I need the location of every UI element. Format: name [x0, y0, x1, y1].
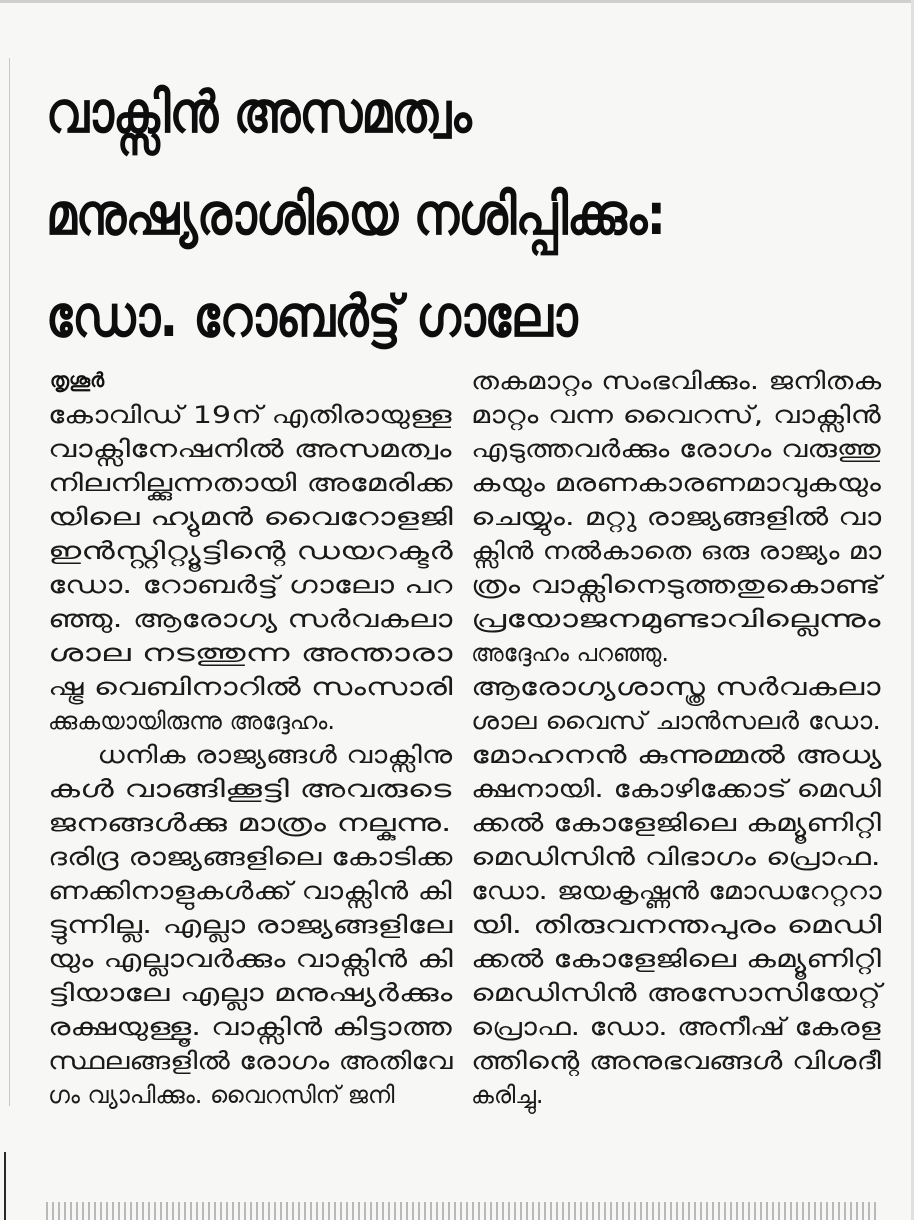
- left-edge-mark: [4, 1152, 6, 1220]
- body-line: ത്രം വാക്സിനെടുത്തതുകൊണ്ട്: [471, 571, 881, 599]
- body-line: മെഡിസിൻ വിഭാഗം പ്രൊഫ.: [471, 843, 881, 871]
- body-line: മെഡിസിൻ അസോസിയേറ്റ്: [471, 979, 881, 1007]
- headline-line: വാക്സിൻ അസമത്വം: [46, 80, 471, 146]
- body-line: വാക്സിനേഷനിൽ അസമത്വം: [48, 435, 452, 463]
- body-line: കൾ വാങ്ങിക്കൂട്ടി അവരുടെ: [48, 775, 452, 803]
- body-line: ആരോഗ്യശാസ്ത്ര സർവകലാ: [471, 673, 881, 701]
- body-line: മാറ്റം വന്ന വൈറസ്, വാക്സിൻ: [471, 401, 881, 429]
- article-column-2: [471, 364, 881, 1112]
- body-line: നിലനില്ക്കുന്നതായി അമേരിക്ക: [48, 469, 453, 497]
- body-line: തകമാറ്റം സംഭവിക്കും. ജനിതക: [471, 367, 882, 395]
- body-line: ദരിദ്ര രാജ്യങ്ങളിലെ കോടിക്ക: [48, 843, 453, 871]
- body-line: ണക്കിനാളുകൾക്ക് വാക്സിൻ കി: [48, 877, 452, 905]
- body-line: പ്രയോജനമുണ്ടാവില്ലെന്നും: [471, 605, 881, 633]
- body-line: ക്കൽ കോളേജിലെ കമ്യൂണിറ്റി: [471, 945, 881, 973]
- top-border: [0, 0, 914, 3]
- body-line: ഗം വ്യാപിക്കും. വൈറസിന് ജനി: [48, 1081, 395, 1109]
- body-line: ക്കൽ കോളേജിലെ കമ്യൂണിറ്റി: [471, 809, 881, 837]
- body-line: അദ്ദേഹം പറഞ്ഞു.: [471, 639, 670, 667]
- body-line: ക്ഷനായി. കോഴിക്കോട് മെഡി: [471, 775, 882, 803]
- paragraph-2: [48, 738, 452, 1112]
- body-line: ചെയ്യും. മറ്റു രാജ്യങ്ങളിൽ വാ: [471, 503, 882, 531]
- body-line: ജനങ്ങൾക്കു മാത്രം നല്കുന്നു.: [48, 809, 452, 837]
- body-line: യിലെ ഹ്യുമൻ വൈറോളജി: [48, 503, 453, 531]
- left-column-rule: [9, 58, 10, 1106]
- article-column-1: [48, 398, 452, 1112]
- body-line: ത്തിന്റെ അനുഭവങ്ങൾ വിശദീ: [471, 1047, 881, 1075]
- bottom-dotted-rule: [46, 1202, 876, 1220]
- body-line: ശാല വൈസ് ചാൻസലർ ഡോ.: [471, 707, 882, 735]
- article-headline: [46, 62, 777, 368]
- body-line: രക്ഷയുള്ളൂ. വാക്സിൻ കിട്ടാത്ത: [48, 1013, 452, 1041]
- body-line: ക്കുകയായിരുന്നു അദ്ദേഹം.: [48, 707, 335, 735]
- headline-line: ഡോ. റോബർട്ട് ഗാലോ: [46, 284, 577, 350]
- headline-line: മനുഷ്യരാശിയെ നശിപ്പിക്കും:: [46, 182, 666, 248]
- body-line: ക്സിൻ നൽകാതെ ഒരു രാജ്യം മാ: [471, 537, 882, 565]
- body-line: ധനിക രാജ്യങ്ങൾ വാക്സിനു: [97, 741, 453, 769]
- body-line: കരിച്ചു.: [471, 1081, 544, 1109]
- body-line: യും എല്ലാവർക്കും വാക്സിൻ കി: [48, 945, 453, 973]
- body-line: മോഹനൻ കുന്നുമ്മൽ അധ്യ: [471, 741, 882, 769]
- body-line: ഡോ. റോബർട്ട് ഗാലോ പറ: [48, 571, 453, 599]
- paragraph-1: [48, 398, 452, 738]
- body-line: ശാല നടത്തുന്ന അന്താരാ: [48, 639, 453, 667]
- body-line: കോവിഡ് 19ന് എതിരായുള്ള: [48, 401, 452, 429]
- paragraph-3: [471, 364, 881, 670]
- body-line: ഡോ. ജയകൃഷ്ണൻ മോഡറേറ്ററാ: [471, 877, 882, 905]
- body-line: ഷ്ട്ര വെബിനാറിൽ സംസാരി: [48, 673, 453, 701]
- paragraph-4: [471, 670, 881, 1112]
- body-line: ഞ്ഞു. ആരോഗ്യ സർവകലാ: [48, 605, 453, 633]
- body-line: സ്ഥലങ്ങളിൽ രോഗം അതിവേ: [48, 1047, 453, 1075]
- body-line: യി. തിരുവനന്തപുരം മെഡി: [471, 911, 882, 939]
- body-line: ട്ടുന്നില്ല. എല്ലാ രാജ്യങ്ങളിലേ: [48, 911, 453, 939]
- body-line: എടുത്തവർക്കും രോഗം വരുത്തു: [471, 435, 881, 463]
- body-line: കയും മരണകാരണമാവുകയും: [471, 469, 881, 497]
- body-line: പ്രൊഫ. ഡോ. അനീഷ് കേരള: [471, 1013, 881, 1041]
- body-line: ഇൻസ്റ്റിറ്റ്യൂട്ടിന്റെ ഡയറക്ടർ: [48, 537, 453, 565]
- dateline: തൃശൂർ: [50, 368, 105, 392]
- body-line: ട്ടിയാലേ എല്ലാ മനുഷ്യർക്കും: [48, 979, 453, 1007]
